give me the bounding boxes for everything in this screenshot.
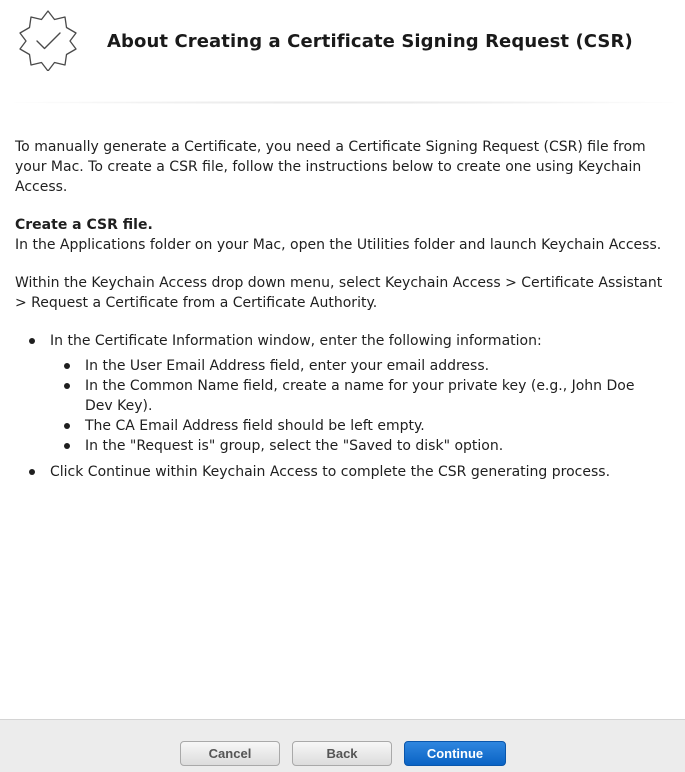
intro-paragraph: To manually generate a Certificate, you need a Certificate Signing Request (CSR) file from your Mac. To create a CSR file, follow the instructions below to create one using Keychain Access. — [15, 139, 646, 195]
sub-list-item: In the User Email Address field, enter your email address. — [85, 356, 665, 376]
csr-section — [15, 215, 665, 255]
footer-button-bar — [0, 719, 685, 772]
section-text: In the Applications folder on your Mac, open the Utilities folder and launch Keychain Access. — [15, 237, 662, 253]
list-item-text: Click Continue within Keychain Access to complete the CSR generating process. — [50, 464, 611, 480]
list-item — [50, 462, 665, 482]
header-divider — [14, 101, 674, 104]
sub-list-item: In the Common Name field, create a name for your private key (e.g., John Doe Dev Key). — [85, 376, 665, 416]
back-button[interactable]: Back — [292, 741, 392, 766]
list-item-text: In the Certificate Information window, enter the following information: — [50, 333, 542, 349]
sub-list-item: In the "Request is" group, select the "Saved to disk" option. — [85, 436, 665, 456]
instructions-content — [15, 137, 665, 488]
continue-button[interactable]: Continue — [404, 741, 506, 766]
menu-instruction-paragraph: Within the Keychain Access drop down menu, select Keychain Access > Certificate Assistant > Request a Certificate from a Certificate Authority. — [15, 275, 663, 311]
page-title: About Creating a Certificate Signing Request (CSR) — [107, 31, 633, 52]
list-item — [50, 331, 665, 456]
certificate-badge-checkmark-icon — [16, 9, 80, 71]
instruction-list — [15, 331, 665, 482]
sub-list-item: The CA Email Address field should be left empty. — [85, 416, 665, 436]
cancel-button[interactable]: Cancel — [180, 741, 280, 766]
sub-instruction-list — [50, 356, 665, 456]
header — [0, 0, 685, 100]
section-heading: Create a CSR file. — [15, 217, 153, 233]
